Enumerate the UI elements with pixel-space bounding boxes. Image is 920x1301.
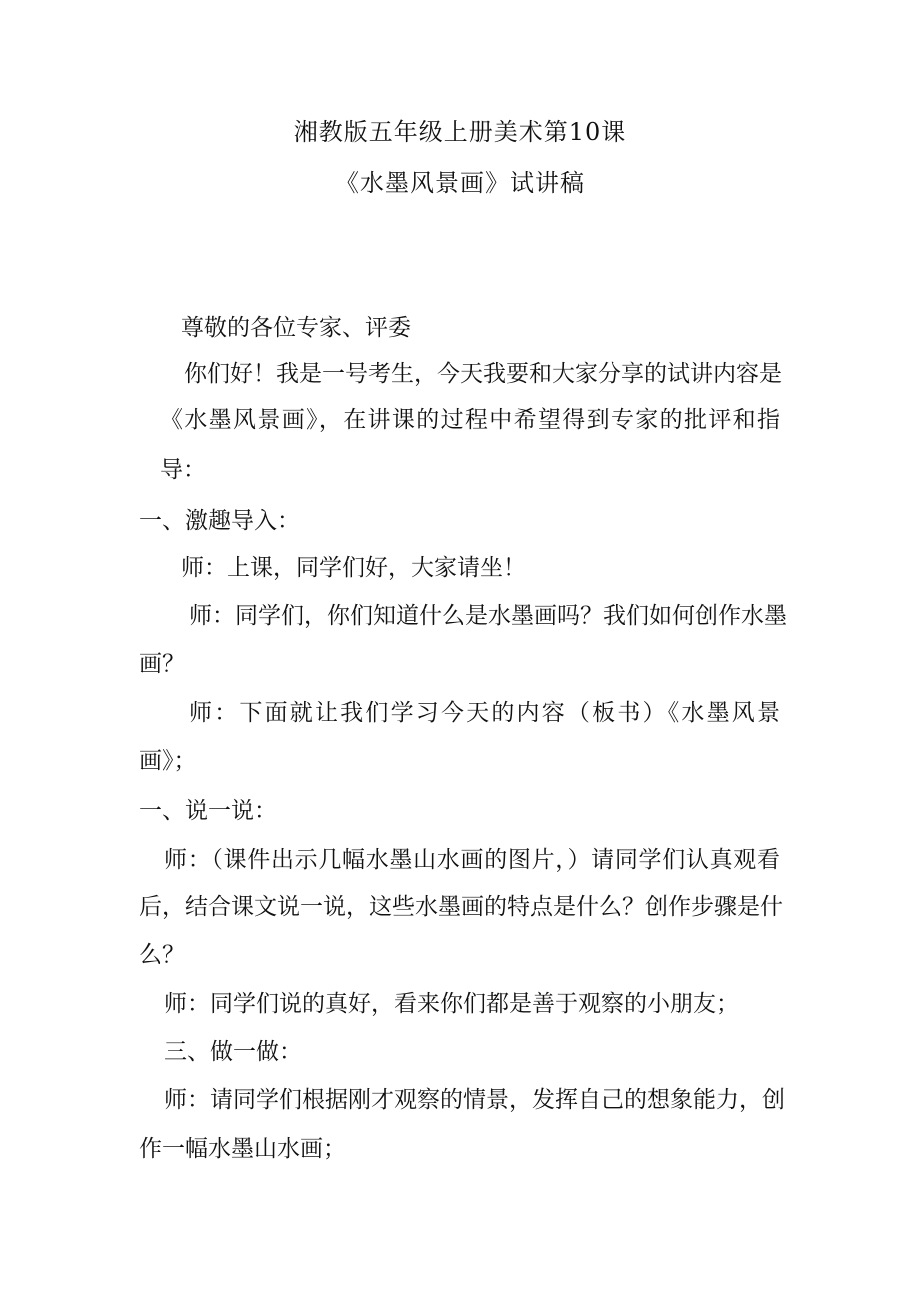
paragraph-line: 师：上课，同学们好，大家请坐！ [181,555,526,581]
document-title: 湘教版五年级上册美术第10课 [293,118,627,146]
paragraph-line: 么？ [139,942,185,968]
paragraph-line: 师：（课件出示几幅水墨山水画的图片，）请同学们认真观看 [164,847,780,873]
section-heading: 一、说一说： [139,798,277,824]
document-subtitle: 《水墨风景画》试讲稿 [335,169,585,197]
paragraph-line: 师：下面就让我们学习今天的内容（板书）《水墨风景 [189,700,780,726]
paragraph-line: 师：同学们，你们知道什么是水墨画吗？我们如何创作水墨 [189,603,787,629]
paragraph-line: 后，结合课文说一说，这些水墨画的特点是什么？创作步骤是什 [139,894,783,920]
paragraph-line: 《水墨风景画》，在讲课的过程中希望得到专家的批评和指 [160,407,780,433]
greeting-line: 尊敬的各位专家、评委 [181,315,411,341]
paragraph-line: 画？ [139,651,185,677]
paragraph-line: 导： [160,457,206,483]
paragraph-line: 师：请同学们根据刚才观察的情景，发挥自己的想象能力，创 [164,1087,785,1113]
paragraph-line: 作一幅水墨山水画； [139,1136,346,1162]
section-heading: 一、激趣导入： [139,508,300,534]
paragraph-line: 画》； [139,748,197,774]
paragraph-line: 你们好！我是一号考生，今天我要和大家分享的试讲内容是 [184,361,782,387]
section-heading: 三、做一做： [164,1039,302,1065]
paragraph-line: 师：同学们说的真好，看来你们都是善于观察的小朋友； [164,991,739,1017]
